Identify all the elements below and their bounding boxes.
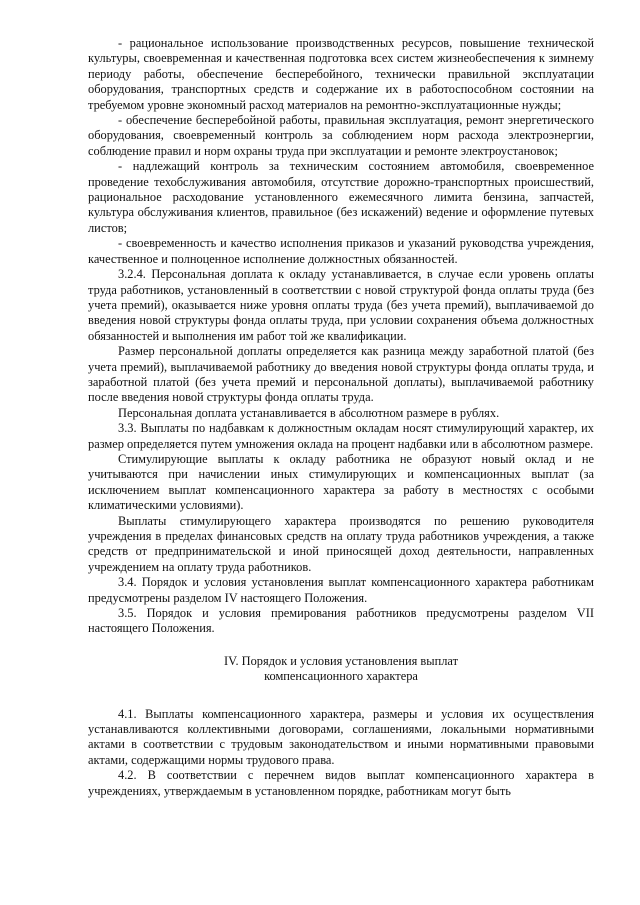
paragraph: Персональная доплата устанавливается в абсолютном размере в рублях. <box>118 405 500 420</box>
section-heading-line: IV. Порядок и условия установления выплат <box>223 653 458 668</box>
section-heading <box>88 654 594 685</box>
paragraph: 3.3. Выплаты по надбавкам к должностным окладам носят стимулирующий характер, их размер определяется путем умножения оклада на процент надбавки или в абсолютном размере. <box>88 421 594 451</box>
paragraph: - обеспечение бесперебойной работы, правильная эксплуатация, ремонт энергетического оборудования, своевременный контроль за соблюдением норм расхода электроэнергии, соблюдение правил и норм охраны труда при эксплуатации и ремонте электроустановок; <box>88 113 594 158</box>
paragraph: Стимулирующие выплаты к окладу работника не образуют новый оклад и не учитываются при начислении иных стимулирующих и компенсационных выплат (за исключением выплат компенсационного характера за работу в местностях с особыми климатическими условиями). <box>88 451 594 513</box>
paragraph: Выплаты стимулирующего характера производятся по решению руководителя учреждения в пределах финансовых средств на оплату труда работников учреждения, а также средств от предпринимательской и иной приносящей доход деятельности, направленных учреждением на оплату труда работников. <box>88 513 594 574</box>
paragraph: 3.2.4. Персональная доплата к окладу устанавливается, в случае если уровень оплаты труда работников, установленный в соответствии с новой структурой фонда оплаты труда (без учета премий), оказывается ниже уровня оплаты труда (без учета премий), выплачиваемой до введения новой структуры фонда оплаты труда, при условии сохранения объема должностных обязанностей и выполнения им работ той же квалификации. <box>88 267 594 343</box>
paragraph: - надлежащий контроль за техническим состоянием автомобиля, своевременное проведение техобслуживания автомобиля, отсутствие дорожно-транспортных происшествий, рациональное расходование установленного ежемесячного лимита бензина, запчастей, культура обслуживания клиентов, правильное (без искажений) ведение и оформление путевых листов; <box>88 159 594 235</box>
paragraph: 4.1. Выплаты компенсационного характера, размеры и условия их осуществления устанавливаются коллективными договорами, соглашениями, локальными нормативными актами в соответствии с трудовым законодательством и иными нормативными правовыми актами, содержащими нормы трудового права. <box>88 706 594 767</box>
section-heading-line: компенсационного характера <box>264 669 418 684</box>
paragraph: - рациональное использование производственных ресурсов, повышение технической культуры, своевременная и качественная подготовка всех систем жизнеобеспечения к зимнему периоду работы, обеспечение бесперебойного, технически правильной эксплуатации оборудования, транспортных средств и содержание их в работоспособном состоянии на требуемом уровне экономный расход материалов на ремонтно-эксплуатационные нужды; <box>88 36 594 112</box>
paragraph: Размер персональной доплаты определяется как разница между заработной платой (без учета премий), выплачиваемой работнику до введения новой структуры фонда оплаты труда, и заработной платой (без учета премий и персональной доплаты), выплачиваемой работнику после введения новой структуры фонда оплаты труда. <box>88 344 594 405</box>
paragraph: - своевременность и качество исполнения приказов и указаний руководства учреждения, качественное и полноценное исполнение должностных обязанностей. <box>88 236 594 266</box>
paragraph: 3.5. Порядок и условия премирования работников предусмотрены разделом VII настоящего Положения. <box>88 606 594 636</box>
document-page <box>88 36 594 799</box>
paragraph: 4.2. В соответствии с перечнем видов выплат компенсационного характера в учреждениях, утверждаемым в установленном порядке, работникам могут быть <box>88 768 594 798</box>
paragraph: 3.4. Порядок и условия установления выплат компенсационного характера работникам предусмотрены разделом IV настоящего Положения. <box>88 575 594 605</box>
